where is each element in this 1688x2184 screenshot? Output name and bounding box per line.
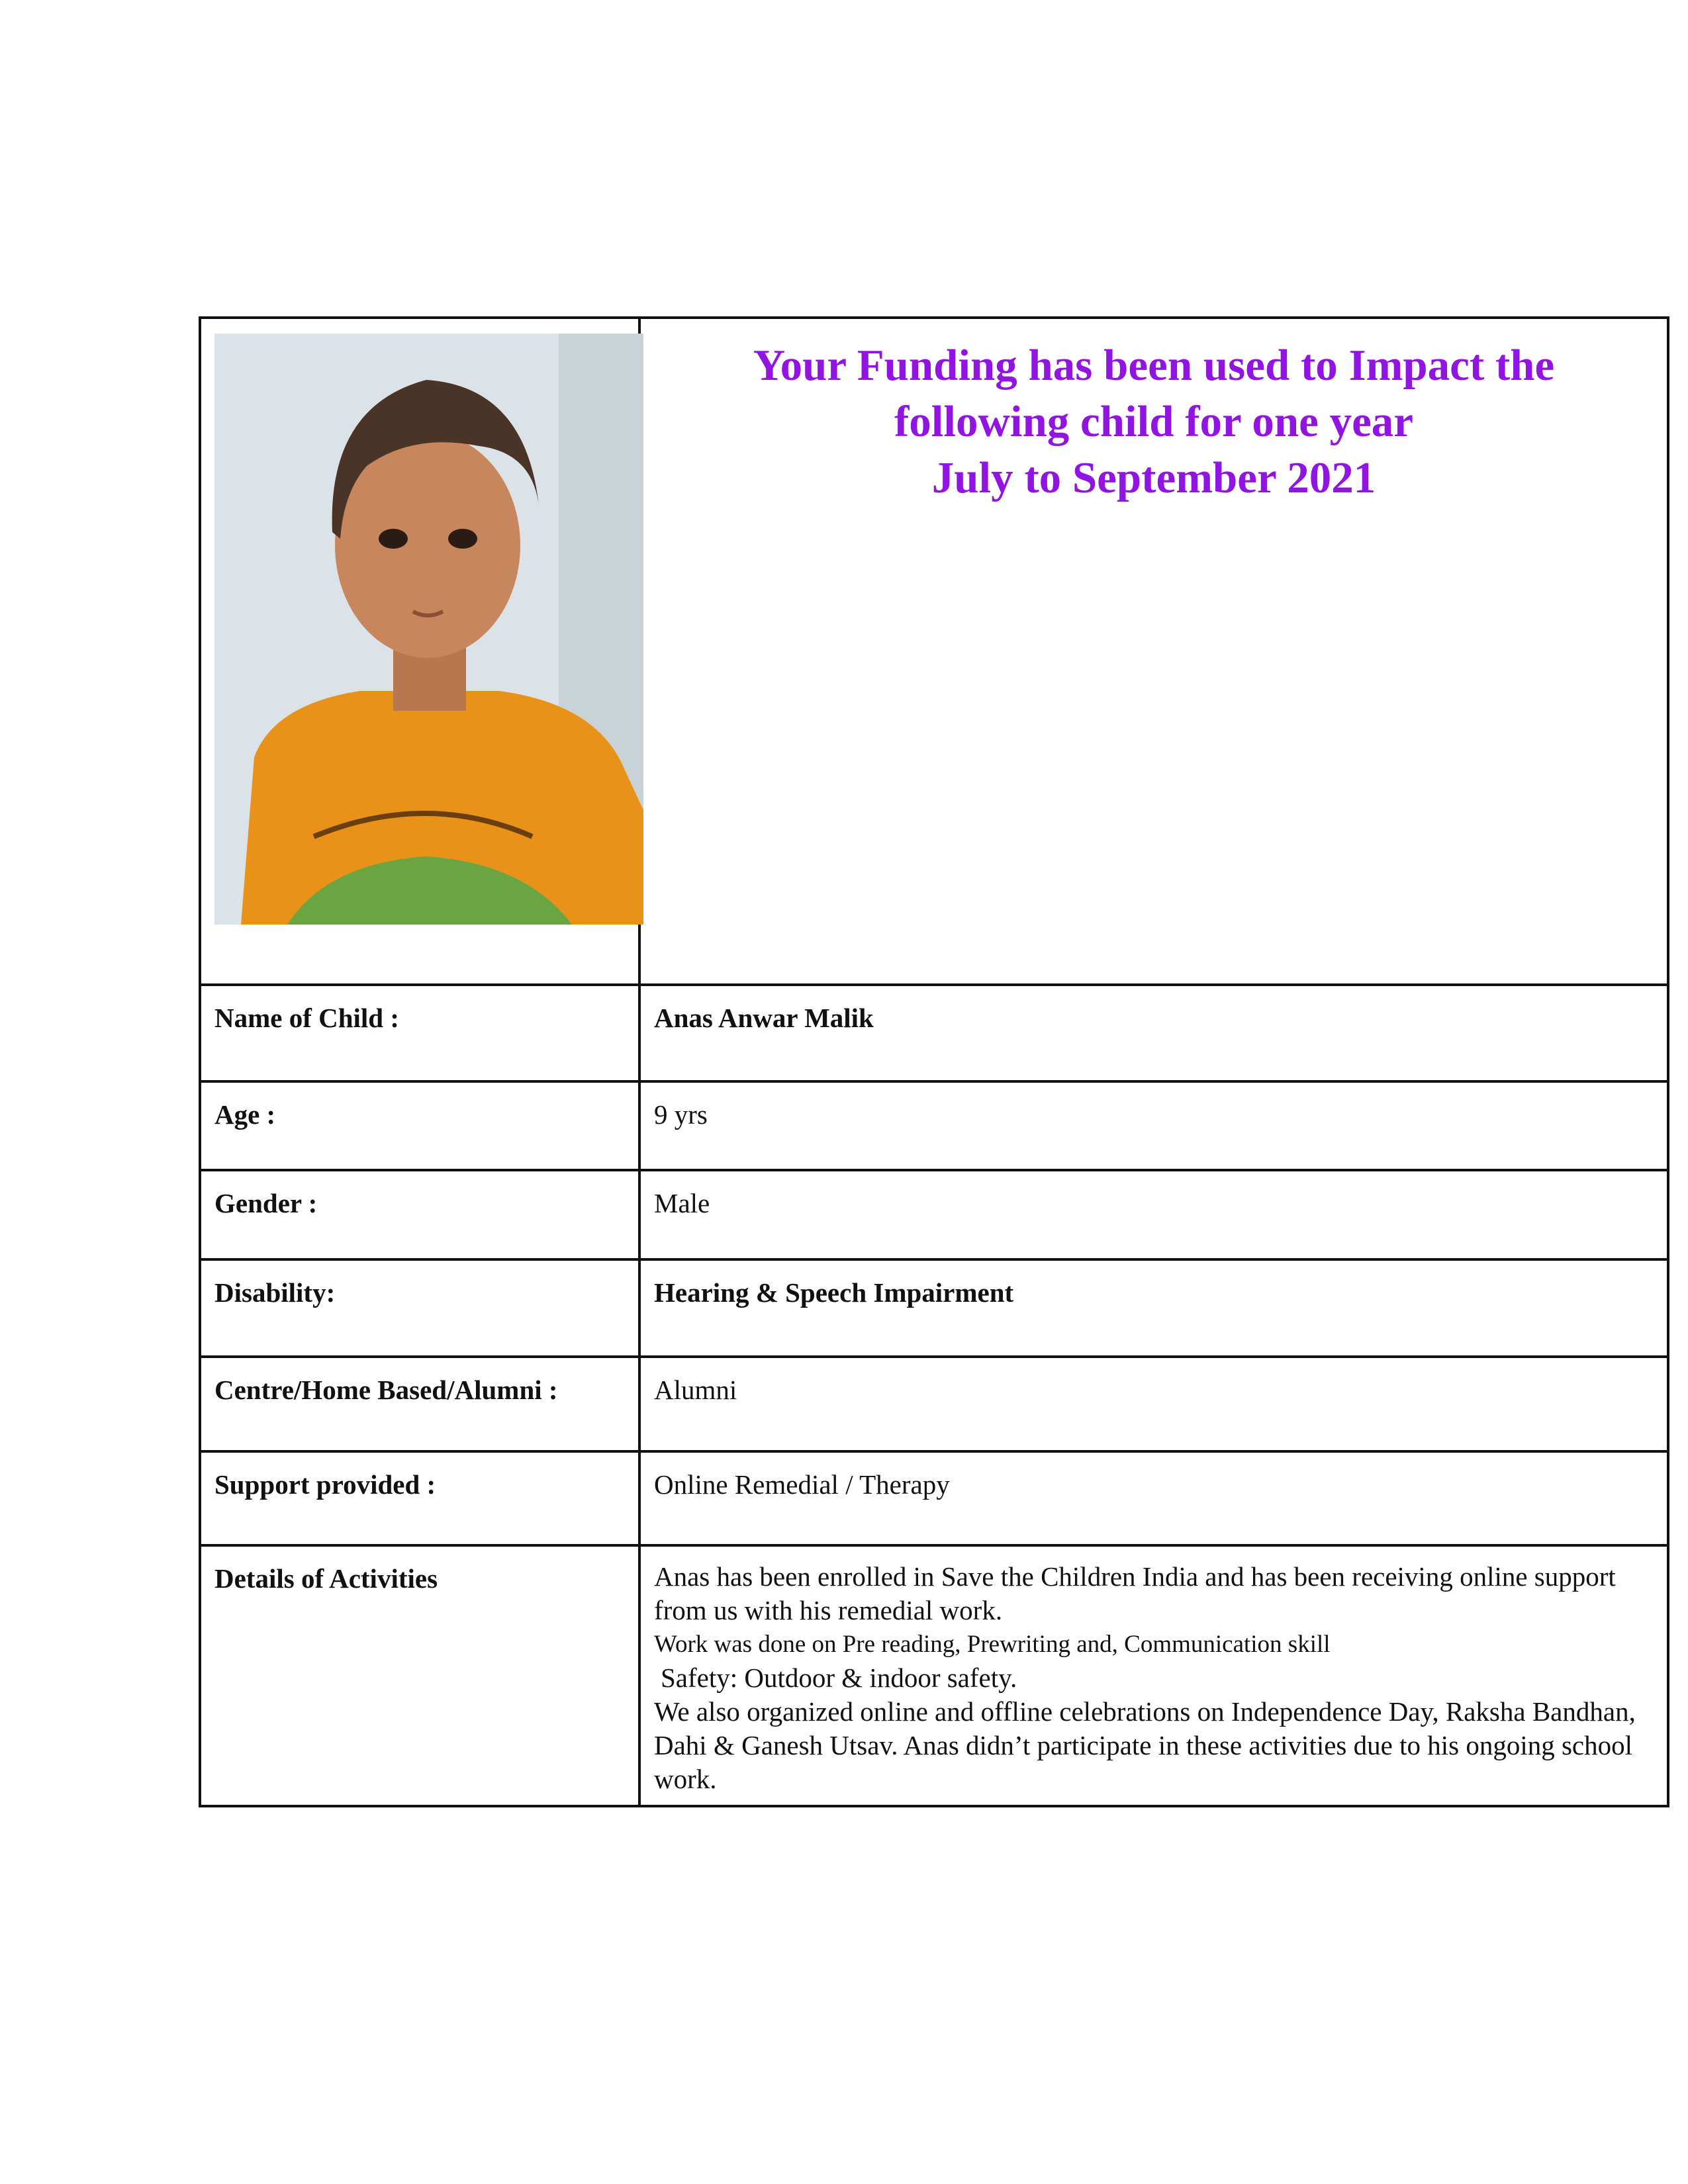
gender-label: Gender : <box>214 1188 318 1218</box>
details-text <box>641 1547 1667 1796</box>
details-line-4: We also organized online and offline celebrations on Independence Day, Raksha Bandhan, Dahi & Ganesh Utsav. Anas didn’t participate in these activities due to his ongoing school work. <box>654 1696 1636 1794</box>
row-support <box>200 1451 1668 1545</box>
title-line-1: Your Funding has been used to Impact the <box>753 341 1555 390</box>
child-photo <box>214 334 643 925</box>
row-disability <box>200 1259 1668 1357</box>
centre-label: Centre/Home Based/Alumni : <box>214 1375 558 1405</box>
name-value: Anas Anwar Malik <box>654 1003 874 1033</box>
details-label: Details of Activities <box>214 1563 438 1594</box>
details-line-1: Anas has been enrolled in Save the Children India and has been receiving online support from us with his remedial work. <box>654 1561 1616 1625</box>
details-line-2: Work was done on Pre reading, Prewriting and, Communication skill <box>654 1631 1331 1658</box>
funding-title <box>641 338 1667 506</box>
child-profile-table <box>199 316 1669 1807</box>
title-line-2: following child for one year <box>894 397 1414 446</box>
gender-value: Male <box>654 1188 710 1218</box>
row-centre <box>200 1357 1668 1451</box>
row-gender <box>200 1170 1668 1259</box>
age-label: Age : <box>214 1099 276 1130</box>
title-cell <box>639 318 1668 985</box>
support-label: Support provided : <box>214 1469 436 1500</box>
disability-label: Disability: <box>214 1277 336 1308</box>
row-age <box>200 1081 1668 1170</box>
support-value: Online Remedial / Therapy <box>654 1469 950 1500</box>
row-details <box>200 1545 1668 1806</box>
details-line-3: Safety: Outdoor & indoor safety. <box>661 1662 1017 1693</box>
title-line-3: July to September 2021 <box>931 453 1376 502</box>
age-value: 9 yrs <box>654 1099 708 1130</box>
disability-value: Hearing & Speech Impairment <box>654 1277 1014 1308</box>
centre-value: Alumni <box>654 1375 737 1405</box>
photo-cell <box>200 318 639 985</box>
name-label: Name of Child : <box>214 1003 400 1033</box>
row-name <box>200 985 1668 1081</box>
